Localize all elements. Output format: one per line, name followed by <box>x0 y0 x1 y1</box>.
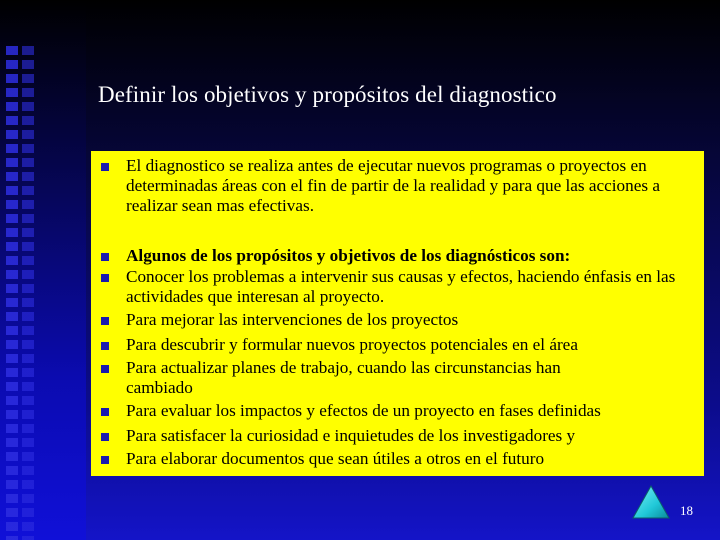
list-item-text: Para mejorar las intervenciones de los proyectos <box>126 310 459 329</box>
list-item-text: Para evaluar los impactos y efectos de un proyecto en fases definidas <box>126 401 601 420</box>
list-item-text: Para actualizar planes de trabajo, cuando las circunstancias han cambiado <box>126 358 561 397</box>
square-pattern-column <box>22 46 34 540</box>
slide-title: Definir los objetivos y propósitos del diagnostico <box>98 82 557 107</box>
square-bullet-icon <box>101 253 109 261</box>
square-bullet-icon <box>101 433 109 441</box>
list-item-text: Para elaborar documentos que sean útiles a otros en el futuro <box>126 449 545 468</box>
list-heading: Algunos de los propósitos y objetivos de los diagnósticos son: <box>126 246 571 265</box>
square-bullet-icon <box>101 408 109 416</box>
square-bullet-icon <box>101 365 109 373</box>
list-item-text: Conocer los problemas a intervenir sus causas y efectos, haciendo énfasis en las actividades que interesan al proyecto. <box>126 267 676 306</box>
square-pattern-column <box>6 46 18 540</box>
square-bullet-icon <box>101 317 109 325</box>
list-item-text: Para descubrir y formular nuevos proyectos potenciales en el área <box>126 335 578 354</box>
decorative-side-strip <box>0 0 86 540</box>
triangle-nav-icon[interactable] <box>632 485 670 519</box>
list-item-text: Para satisfacer la curiosidad e inquietudes de los investigadores y <box>126 426 576 445</box>
square-bullet-icon <box>101 274 109 282</box>
intro-text: El diagnostico se realiza antes de ejecutar nuevos programas o proyectos en determinadas áreas con el fin de partir de la realidad y para que las acciones a realizar sean mas efectivas. <box>126 156 660 215</box>
square-bullet-icon <box>101 456 109 464</box>
square-bullet-icon <box>101 163 109 171</box>
content-panel <box>91 151 704 476</box>
page-number: 18 <box>680 503 693 518</box>
square-bullet-icon <box>101 342 109 350</box>
